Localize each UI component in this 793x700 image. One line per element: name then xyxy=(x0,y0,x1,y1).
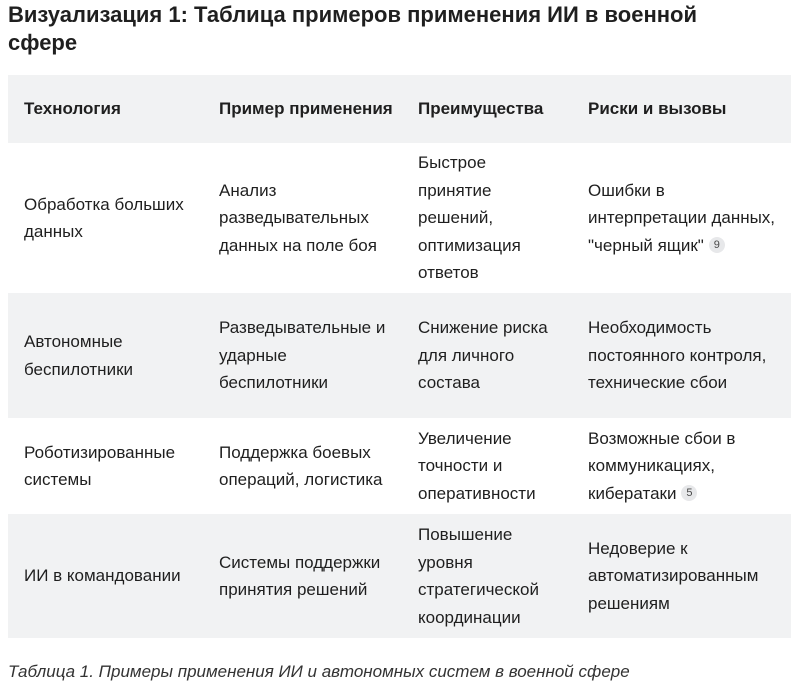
table-header-row xyxy=(8,75,791,143)
cell-risks xyxy=(572,143,791,293)
risks-text: Недоверие к автоматизированным решениям xyxy=(588,538,759,613)
cell-technology: ИИ в командовании xyxy=(8,514,203,638)
header-advantages: Преимущества xyxy=(402,75,572,143)
cell-advantages: Повышение уровня стратегической координации xyxy=(402,514,572,638)
cell-technology: Обработка больших данных xyxy=(8,143,203,293)
header-risks: Риски и вызовы xyxy=(572,75,791,143)
risks-text: Возможные сбои в коммуникациях, кибератаки xyxy=(588,428,736,503)
table-row xyxy=(8,514,791,638)
header-example: Пример применения xyxy=(203,75,402,143)
cell-risks xyxy=(572,293,791,418)
cell-example: Системы поддержки принятия решений xyxy=(203,514,402,638)
header-technology: Технология xyxy=(8,75,203,143)
citation-badge[interactable]: 9 xyxy=(709,237,725,253)
section-title: Визуализация 1: Таблица примеров применения ИИ в военной сфере xyxy=(8,2,697,55)
cell-example: Поддержка боевых операций, логистика xyxy=(203,418,402,514)
cell-risks xyxy=(572,514,791,638)
risks-text: Ошибки в интерпретации данных, "черный ящик" xyxy=(588,180,776,255)
citation-badge[interactable]: 5 xyxy=(681,485,697,501)
table-row xyxy=(8,143,791,293)
table-row xyxy=(8,418,791,514)
table-caption: Таблица 1. Примеры применения ИИ и автономных систем в военной сфере xyxy=(8,662,630,681)
cell-technology: Автономные беспилотники xyxy=(8,293,203,418)
examples-table xyxy=(8,75,791,638)
cell-example: Анализ разведывательных данных на поле боя xyxy=(203,143,402,293)
cell-example: Разведывательные и ударные беспилотники xyxy=(203,293,402,418)
cell-technology: Роботизированные системы xyxy=(8,418,203,514)
risks-text: Необходимость постоянного контроля, технические сбои xyxy=(588,318,767,393)
cell-advantages: Увеличение точности и оперативности xyxy=(402,418,572,514)
cell-advantages: Быстрое принятие решений, оптимизация ответов xyxy=(402,143,572,293)
cell-risks xyxy=(572,418,791,514)
table-row xyxy=(8,293,791,418)
cell-advantages: Снижение риска для личного состава xyxy=(402,293,572,418)
